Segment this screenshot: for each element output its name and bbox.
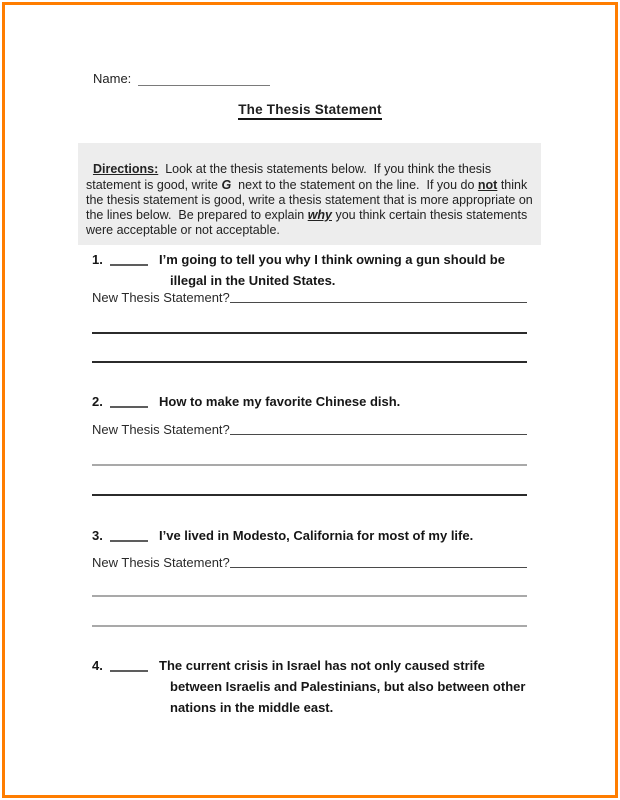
answer-line xyxy=(92,494,527,496)
item-blank-line xyxy=(110,249,148,266)
answer-line xyxy=(92,332,527,334)
directions-text: Directions: Look at the thesis statements below. If you think the thesis statement is good, write G next to the statement on the line. If you do not think the thesis statement is good, write a thesis statement that is more appropriate on the lines below. Be prepared to explain why you think certain thesis statements were acceptable or not acceptable. xyxy=(86,162,537,238)
answer-line xyxy=(92,595,527,597)
new-thesis-row xyxy=(92,555,527,570)
item-number: 4. xyxy=(92,658,103,673)
item-blank-line xyxy=(110,391,148,408)
name-write-line xyxy=(138,70,270,86)
answer-line xyxy=(92,625,527,627)
answer-line xyxy=(92,464,527,466)
answer-line xyxy=(92,361,527,363)
item-text-line: I’m going to tell you why I think owning a gun should be xyxy=(159,252,505,267)
question-item-3 xyxy=(92,525,473,546)
page-title-wrap xyxy=(0,101,620,119)
new-thesis-write-line xyxy=(230,434,527,435)
item-text-line: The current crisis in Israel has not only caused strife xyxy=(159,658,485,673)
question-item-4 xyxy=(92,655,525,718)
item-text-line: I’ve lived in Modesto, California for most of my life. xyxy=(159,528,474,543)
new-thesis-write-line xyxy=(230,302,527,303)
new-thesis-write-line xyxy=(230,567,527,568)
directions-box xyxy=(78,143,541,245)
item-number: 3. xyxy=(92,528,103,543)
page-title: The Thesis Statement xyxy=(238,102,382,120)
question-item-1 xyxy=(92,249,505,291)
item-text xyxy=(159,525,473,546)
new-thesis-label: New Thesis Statement? xyxy=(92,422,230,437)
item-text xyxy=(159,391,400,412)
item-text-line: illegal in the United States. xyxy=(170,273,336,288)
item-number: 1. xyxy=(92,252,103,267)
item-blank-line xyxy=(110,525,148,542)
item-text-line: between Israelis and Palestinians, but also between other xyxy=(170,679,526,694)
question-item-2 xyxy=(92,391,400,412)
new-thesis-label: New Thesis Statement? xyxy=(92,290,230,305)
item-text-line: How to make my favorite Chinese dish. xyxy=(159,394,401,409)
new-thesis-row xyxy=(92,290,527,305)
item-text-line: nations in the middle east. xyxy=(170,700,334,715)
item-blank-line xyxy=(110,655,148,672)
new-thesis-row xyxy=(92,422,527,437)
name-label: Name: xyxy=(93,71,132,86)
item-text xyxy=(159,249,505,291)
item-text xyxy=(159,655,525,718)
name-row xyxy=(93,70,270,86)
new-thesis-label: New Thesis Statement? xyxy=(92,555,230,570)
item-number: 2. xyxy=(92,394,103,409)
